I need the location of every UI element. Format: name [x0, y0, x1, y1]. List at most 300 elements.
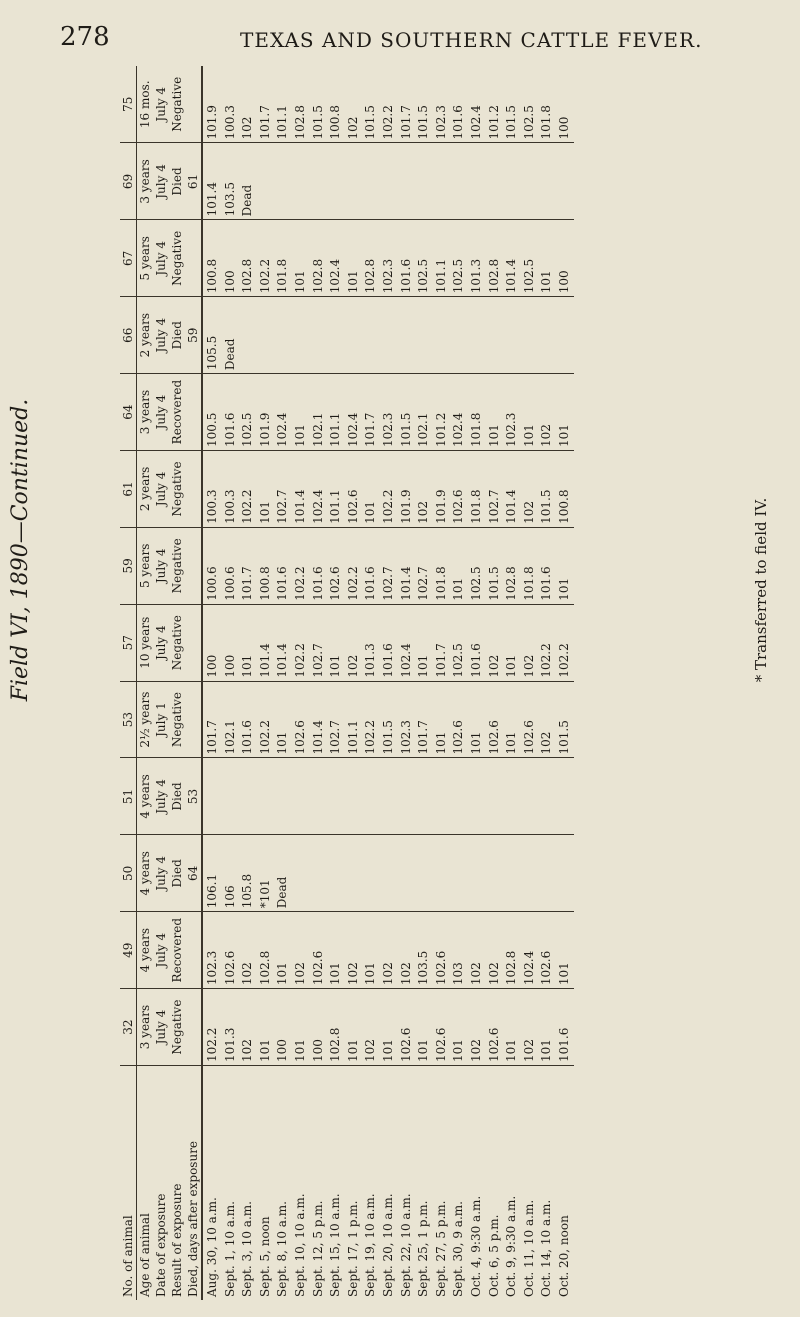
- animal-number: 61: [120, 451, 137, 528]
- temperature-reading: 101.7: [433, 643, 448, 678]
- temperature-reading: [503, 762, 521, 832]
- temperature-reading: 102.5: [468, 566, 483, 601]
- date-label: Sept. 17, 1 p.m.: [345, 1200, 360, 1297]
- animal-age: 3 years: [137, 374, 154, 451]
- temperature-reading: 102.3: [205, 950, 219, 986]
- date-label: Sept. 25, 1 p.m.: [416, 1200, 431, 1297]
- animal-number: 49: [120, 912, 137, 989]
- temperature-reading: 101.8: [468, 412, 483, 447]
- exposure-result: Negative: [169, 604, 185, 681]
- temperature-reading: [486, 762, 504, 832]
- temperature-reading: [468, 762, 486, 832]
- temperature-reading: 101: [328, 962, 343, 986]
- temperature-reading: 101.6: [240, 720, 255, 755]
- temperature-reading: 101.6: [222, 412, 237, 447]
- exposure-result: Died: [169, 835, 185, 912]
- animal-age: 5 years: [137, 527, 154, 604]
- temperature-reading: 101: [504, 654, 519, 678]
- temperature-reading: [222, 762, 240, 832]
- page-number: 278: [60, 22, 110, 52]
- temperature-column: [202, 835, 574, 912]
- temperature-reading: 102.7: [275, 489, 290, 524]
- temperature-reading: 102.8: [363, 258, 378, 294]
- row-label: No. of animal: [120, 1066, 137, 1301]
- temperature-reading: 101.5: [416, 105, 431, 140]
- animal-number: 69: [120, 143, 137, 220]
- animal-number: 50: [120, 835, 137, 912]
- temperature-reading: 101.8: [468, 489, 483, 524]
- table-row: [185, 66, 202, 1300]
- animal-number: 59: [120, 527, 137, 604]
- died-days: [185, 527, 202, 604]
- temperature-reading: 101.5: [504, 105, 519, 140]
- temperature-reading: 102.6: [451, 489, 466, 524]
- temperature-reading: 101: [292, 424, 307, 447]
- temperature-reading: [310, 300, 328, 370]
- temperature-reading: 102.8: [328, 1027, 343, 1062]
- temperature-reading: 102.2: [363, 720, 378, 755]
- date-label: Oct. 6, 5 p.m.: [486, 1214, 501, 1297]
- temperature-reading: 101: [292, 270, 307, 294]
- temperature-reading: 101: [275, 962, 290, 986]
- temperature-block: [202, 66, 574, 1300]
- died-days: [185, 374, 202, 451]
- temperature-reading: 102: [539, 424, 554, 447]
- temperature-reading: 101.4: [398, 566, 413, 601]
- exposure-result: Negative: [169, 527, 185, 604]
- temperature-reading: 105.5: [205, 335, 219, 371]
- temperature-reading: 101: [451, 1039, 466, 1062]
- temperature-reading: 102: [486, 962, 501, 986]
- temperature-reading: 102.8: [486, 258, 501, 294]
- date-label: Sept. 5, noon: [257, 1216, 272, 1297]
- temperature-reading: 102.5: [451, 643, 466, 678]
- temperature-reading: 102.3: [380, 258, 395, 294]
- temperature-reading: [257, 762, 275, 832]
- temperature-reading: [257, 300, 275, 370]
- date-label: Sept. 22, 10 a.m.: [398, 1193, 413, 1297]
- died-days: 64: [185, 835, 202, 912]
- temperature-reading: 100: [556, 116, 571, 140]
- temperature-reading: 101: [556, 577, 571, 601]
- temperature-reading: [556, 147, 574, 217]
- date-label: Oct. 11, 10 a.m.: [521, 1199, 536, 1297]
- temperature-reading: 101.1: [433, 258, 448, 294]
- temperature-reading: 102.4: [468, 105, 483, 140]
- temperature-reading: 102.2: [380, 489, 395, 524]
- animal-number: 67: [120, 220, 137, 297]
- temperature-reading: 101.1: [328, 489, 343, 524]
- temperature-column: [202, 66, 574, 143]
- animal-age: 2 years: [137, 451, 154, 528]
- date-label: Sept. 20, 10 a.m.: [380, 1193, 395, 1297]
- temperature-reading: 102.8: [292, 105, 307, 140]
- temperature-reading: 100.3: [222, 489, 237, 524]
- running-head: TEXAS AND SOUTHERN CATTLE FEVER.: [240, 28, 703, 52]
- temperature-reading: 100.8: [205, 258, 219, 294]
- animal-number: 57: [120, 604, 137, 681]
- temperature-reading: [538, 762, 556, 832]
- animal-number: 51: [120, 758, 137, 835]
- temperature-column: [202, 758, 574, 835]
- temperature-reading: [521, 147, 539, 217]
- temperature-reading: 100.6: [205, 566, 219, 601]
- date-label: Sept. 30, 9 a.m.: [451, 1201, 466, 1297]
- temperature-reading: [398, 147, 416, 217]
- temperature-reading: 101.4: [275, 643, 290, 678]
- temperature-reading: [450, 838, 468, 908]
- temperature-reading: [521, 838, 539, 908]
- temperature-reading: [398, 300, 416, 370]
- temperature-reading: 101.4: [504, 258, 519, 294]
- temperature-reading: 101.9: [257, 412, 272, 447]
- temperature-reading: 102.5: [416, 258, 431, 294]
- temperature-reading: 101: [451, 577, 466, 601]
- temperature-reading: 101.4: [292, 489, 307, 524]
- temperature-reading: 100.6: [222, 566, 237, 601]
- temperature-reading: *101: [257, 879, 272, 909]
- temperature-reading: 100: [205, 654, 219, 678]
- temperature-reading: 102: [292, 962, 307, 986]
- temperature-reading: [292, 300, 310, 370]
- temperature-reading: 102.4: [451, 412, 466, 447]
- temperature-reading: 101: [539, 270, 554, 294]
- temperature-reading: 100.3: [222, 105, 237, 140]
- temperature-column: [202, 604, 574, 681]
- temperature-reading: 100.8: [556, 489, 571, 524]
- temperature-reading: 105.8: [240, 873, 255, 909]
- temperature-reading: 102.4: [328, 258, 343, 294]
- animal-age: 2½ years: [137, 681, 154, 758]
- temperature-reading: [486, 147, 504, 217]
- animal-age: 4 years: [137, 912, 154, 989]
- date-label: Sept. 10, 10 a.m.: [292, 1193, 307, 1297]
- temperature-reading: 102.6: [539, 950, 554, 986]
- temperature-reading: [556, 300, 574, 370]
- temperature-reading: 101: [521, 424, 536, 447]
- temperature-reading: 101.6: [556, 1027, 571, 1062]
- temperature-column: [202, 297, 574, 374]
- temperature-reading: [292, 762, 310, 832]
- date-label: Sept. 27, 5 p.m.: [433, 1200, 448, 1297]
- temperature-reading: 102.7: [380, 566, 395, 601]
- temperature-reading: [433, 147, 451, 217]
- date-label: Oct. 14, 10 a.m.: [539, 1199, 554, 1297]
- animal-number: 66: [120, 297, 137, 374]
- temperature-reading: 102.2: [556, 643, 571, 678]
- temperature-reading: 102.6: [328, 566, 343, 601]
- died-days: 53: [185, 758, 202, 835]
- exposure-date: July 4: [153, 374, 169, 451]
- temperature-reading: [415, 147, 433, 217]
- temperature-reading: 102.5: [451, 258, 466, 294]
- exposure-date: July 4: [153, 527, 169, 604]
- temperature-reading: [450, 300, 468, 370]
- temperature-reading: [257, 147, 275, 217]
- temperature-reading: 102.2: [257, 258, 272, 294]
- temperature-reading: [362, 838, 380, 908]
- died-days: [185, 66, 202, 143]
- temperature-reading: [362, 147, 380, 217]
- temperature-reading: 102: [363, 1039, 378, 1062]
- temperature-reading: 102.6: [345, 489, 360, 524]
- temperature-reading: 102.4: [275, 412, 290, 447]
- temperature-reading: 102.3: [433, 105, 448, 140]
- exposure-date: July 4: [153, 66, 169, 143]
- temperature-reading: 102.5: [240, 412, 255, 447]
- exposure-date: July 4: [153, 912, 169, 989]
- temperature-reading: 101.8: [539, 105, 554, 140]
- temperature-reading: 101.5: [398, 412, 413, 447]
- temperature-reading: [292, 147, 310, 217]
- exposure-result: Negative: [169, 66, 185, 143]
- died-days: 59: [185, 297, 202, 374]
- temperature-reading: 102.4: [310, 489, 325, 524]
- exposure-result: Died: [169, 297, 185, 374]
- temperature-reading: 101.8: [275, 258, 290, 294]
- temperature-reading: 101.6: [363, 566, 378, 601]
- animal-number: 32: [120, 989, 137, 1066]
- temperature-column: [202, 374, 574, 451]
- temperature-reading: [503, 300, 521, 370]
- temperature-reading: 100: [222, 654, 237, 678]
- temperature-reading: 102: [240, 962, 255, 986]
- temperature-reading: 101.1: [275, 105, 290, 140]
- temperature-reading: [468, 838, 486, 908]
- temperature-reading: [380, 300, 398, 370]
- temperature-reading: 101.1: [345, 720, 360, 755]
- row-label: Age of animal: [138, 1213, 152, 1297]
- temperature-reading: 100: [275, 1039, 290, 1062]
- temperature-reading: 101.6: [380, 643, 395, 678]
- temperature-reading: 101.8: [433, 566, 448, 601]
- temperature-reading: 100.8: [328, 105, 343, 140]
- temperature-reading: 102.5: [521, 258, 536, 294]
- date-label: Oct. 20, noon: [556, 1215, 571, 1297]
- temperature-reading: 101: [416, 654, 431, 678]
- temperature-reading: 100.5: [205, 412, 219, 447]
- date-label: Aug. 30, 10 a.m.: [205, 1197, 219, 1297]
- temperature-reading: 106.1: [205, 873, 219, 909]
- temperature-reading: [398, 838, 416, 908]
- temperature-reading: 103: [451, 962, 466, 986]
- temperature-reading: [380, 147, 398, 217]
- exposure-date: July 4: [153, 989, 169, 1066]
- temperature-reading: 101: [345, 1039, 360, 1062]
- temperature-reading: 101: [328, 654, 343, 678]
- temperature-reading: 101.6: [451, 105, 466, 140]
- exposure-result: Died: [169, 143, 185, 220]
- temperature-reading: 102.6: [398, 1027, 413, 1062]
- temperature-reading: 101.4: [257, 643, 272, 678]
- temperature-reading: 101.7: [416, 720, 431, 755]
- row-label: Result of exposure: [170, 1183, 184, 1297]
- temperature-reading: 101: [363, 962, 378, 986]
- died-days: [185, 989, 202, 1066]
- date-label: Sept. 8, 10 a.m.: [275, 1201, 290, 1297]
- temperature-reading: 102.6: [292, 720, 307, 755]
- animal-age: 2 years: [137, 297, 154, 374]
- temperature-reading: 101: [363, 500, 378, 524]
- temperature-reading: 101.2: [486, 105, 501, 140]
- exposure-date: July 4: [153, 297, 169, 374]
- animal-number: 64: [120, 374, 137, 451]
- died-days: 61: [185, 143, 202, 220]
- temperature-reading: 101.1: [328, 412, 343, 447]
- temperature-table: [120, 66, 574, 1300]
- animal-age: 3 years: [137, 143, 154, 220]
- temperature-reading: 101.7: [398, 105, 413, 140]
- temperature-reading: 102: [539, 731, 554, 755]
- temperature-reading: 101.8: [521, 566, 536, 601]
- temperature-reading: [538, 147, 556, 217]
- temperature-reading: [433, 838, 451, 908]
- temperature-reading: [468, 147, 486, 217]
- temperature-reading: 102.5: [521, 105, 536, 140]
- temperature-reading: 102.1: [416, 412, 431, 447]
- exposure-date: July 4: [153, 220, 169, 297]
- exposure-date: July 4: [153, 451, 169, 528]
- temperature-reading: 101.6: [310, 566, 325, 601]
- animal-age: 5 years: [137, 220, 154, 297]
- temperature-reading: [433, 762, 451, 832]
- temperature-reading: 102.2: [240, 489, 255, 524]
- date-label: Sept. 3, 10 a.m.: [240, 1201, 255, 1297]
- temperature-column: [202, 912, 574, 989]
- temperature-reading: 102.2: [345, 566, 360, 601]
- temperature-reading: 102: [380, 962, 395, 986]
- temperature-reading: 102.8: [504, 950, 519, 986]
- temperature-reading: 102.6: [521, 720, 536, 755]
- temperature-reading: 101.5: [380, 720, 395, 755]
- temperature-reading: 102.1: [310, 412, 325, 447]
- temperature-reading: [239, 300, 257, 370]
- rotated-table-container: [120, 66, 571, 1300]
- temperature-reading: [380, 838, 398, 908]
- temperature-reading: 101.7: [205, 720, 219, 755]
- date-label: Sept. 12, 5 p.m.: [310, 1200, 325, 1297]
- temperature-reading: 102: [345, 962, 360, 986]
- temperature-reading: 102.8: [240, 258, 255, 294]
- temperature-reading: [415, 762, 433, 832]
- temperature-reading: [503, 838, 521, 908]
- temperature-reading: [239, 762, 257, 832]
- footnote: * Transferred to field IV.: [752, 497, 770, 683]
- temperature-reading: 101.5: [539, 489, 554, 524]
- temperature-reading: 101: [468, 731, 483, 755]
- date-label: Sept. 1, 10 a.m.: [222, 1201, 237, 1297]
- exposure-result: Negative: [169, 451, 185, 528]
- table-title: Field VI, 1890—Continued.: [8, 398, 33, 702]
- temperature-reading: 102: [240, 1039, 255, 1062]
- temperature-reading: 102.7: [310, 643, 325, 678]
- temperature-reading: [310, 147, 328, 217]
- temperature-column: [202, 451, 574, 528]
- temperature-reading: 102.4: [345, 412, 360, 447]
- temperature-reading: 103.5: [222, 182, 237, 217]
- date-labels: [202, 1066, 574, 1301]
- temperature-reading: 102.6: [222, 950, 237, 986]
- temperature-reading: 101.7: [363, 412, 378, 447]
- temperature-reading: [380, 762, 398, 832]
- temperature-reading: 102.4: [521, 950, 536, 986]
- temperature-column: [202, 220, 574, 297]
- temperature-reading: 102.6: [486, 1027, 501, 1062]
- exposure-result: Negative: [169, 681, 185, 758]
- exposure-date: July 4: [153, 143, 169, 220]
- temperature-reading: 102.2: [539, 643, 554, 678]
- exposure-result: Recovered: [169, 912, 185, 989]
- temperature-reading: [292, 838, 310, 908]
- temperature-reading: 101.2: [433, 412, 448, 447]
- temperature-reading: [538, 838, 556, 908]
- animal-age: 4 years: [137, 758, 154, 835]
- temperature-reading: 102.6: [451, 720, 466, 755]
- temperature-reading: Dead: [275, 876, 290, 909]
- date-label: Sept. 15, 10 a.m.: [328, 1193, 343, 1297]
- temperature-reading: 102.2: [205, 1027, 219, 1062]
- temperature-reading: [433, 300, 451, 370]
- date-label: Sept. 19, 10 a.m.: [363, 1193, 378, 1297]
- temperature-reading: 102: [468, 962, 483, 986]
- temperature-reading: [362, 300, 380, 370]
- temperature-reading: 101.5: [486, 566, 501, 601]
- temperature-reading: [503, 147, 521, 217]
- temperature-reading: 101: [240, 654, 255, 678]
- temperature-reading: [327, 147, 345, 217]
- temperature-reading: 102.8: [504, 566, 519, 601]
- temperature-reading: 101: [504, 731, 519, 755]
- animal-number: 53: [120, 681, 137, 758]
- temperature-reading: 103.5: [416, 950, 431, 986]
- row-label: Date of exposure: [154, 1193, 168, 1297]
- temperature-reading: 101.6: [398, 258, 413, 294]
- temperature-reading: [362, 762, 380, 832]
- animal-number: 75: [120, 66, 137, 143]
- temperature-reading: [345, 147, 363, 217]
- temperature-reading: [556, 762, 574, 832]
- temperature-reading: 101: [275, 731, 290, 755]
- table-row: [153, 66, 169, 1300]
- temperature-reading: 102.2: [292, 643, 307, 678]
- temperature-reading: 101.6: [539, 566, 554, 601]
- temperature-reading: 102: [468, 1039, 483, 1062]
- temperature-reading: 101.9: [205, 105, 219, 140]
- temperature-reading: 102.4: [398, 643, 413, 678]
- temperature-reading: [521, 762, 539, 832]
- animal-age: 16 mos.: [137, 66, 154, 143]
- temperature-reading: 101.5: [363, 105, 378, 140]
- temperature-reading: [310, 838, 328, 908]
- temperature-reading: [415, 300, 433, 370]
- temperature-reading: 102: [521, 500, 536, 524]
- temperature-reading: 102.2: [380, 105, 395, 140]
- temperature-reading: 102.8: [310, 258, 325, 294]
- temperature-reading: 101.3: [468, 258, 483, 294]
- table-row: [169, 66, 185, 1300]
- temperature-reading: [486, 300, 504, 370]
- temperature-reading: [274, 147, 292, 217]
- temperature-reading: Dead: [222, 338, 237, 371]
- temperature-reading: 101.3: [222, 1027, 237, 1062]
- temperature-reading: [327, 300, 345, 370]
- temperature-reading: 102: [240, 116, 255, 140]
- row-label: Died, days after exposure: [185, 1066, 202, 1301]
- temperature-reading: 100: [556, 270, 571, 294]
- exposure-result: Negative: [169, 989, 185, 1066]
- temperature-reading: 101: [504, 1039, 519, 1062]
- temperature-reading: 102.6: [310, 950, 325, 986]
